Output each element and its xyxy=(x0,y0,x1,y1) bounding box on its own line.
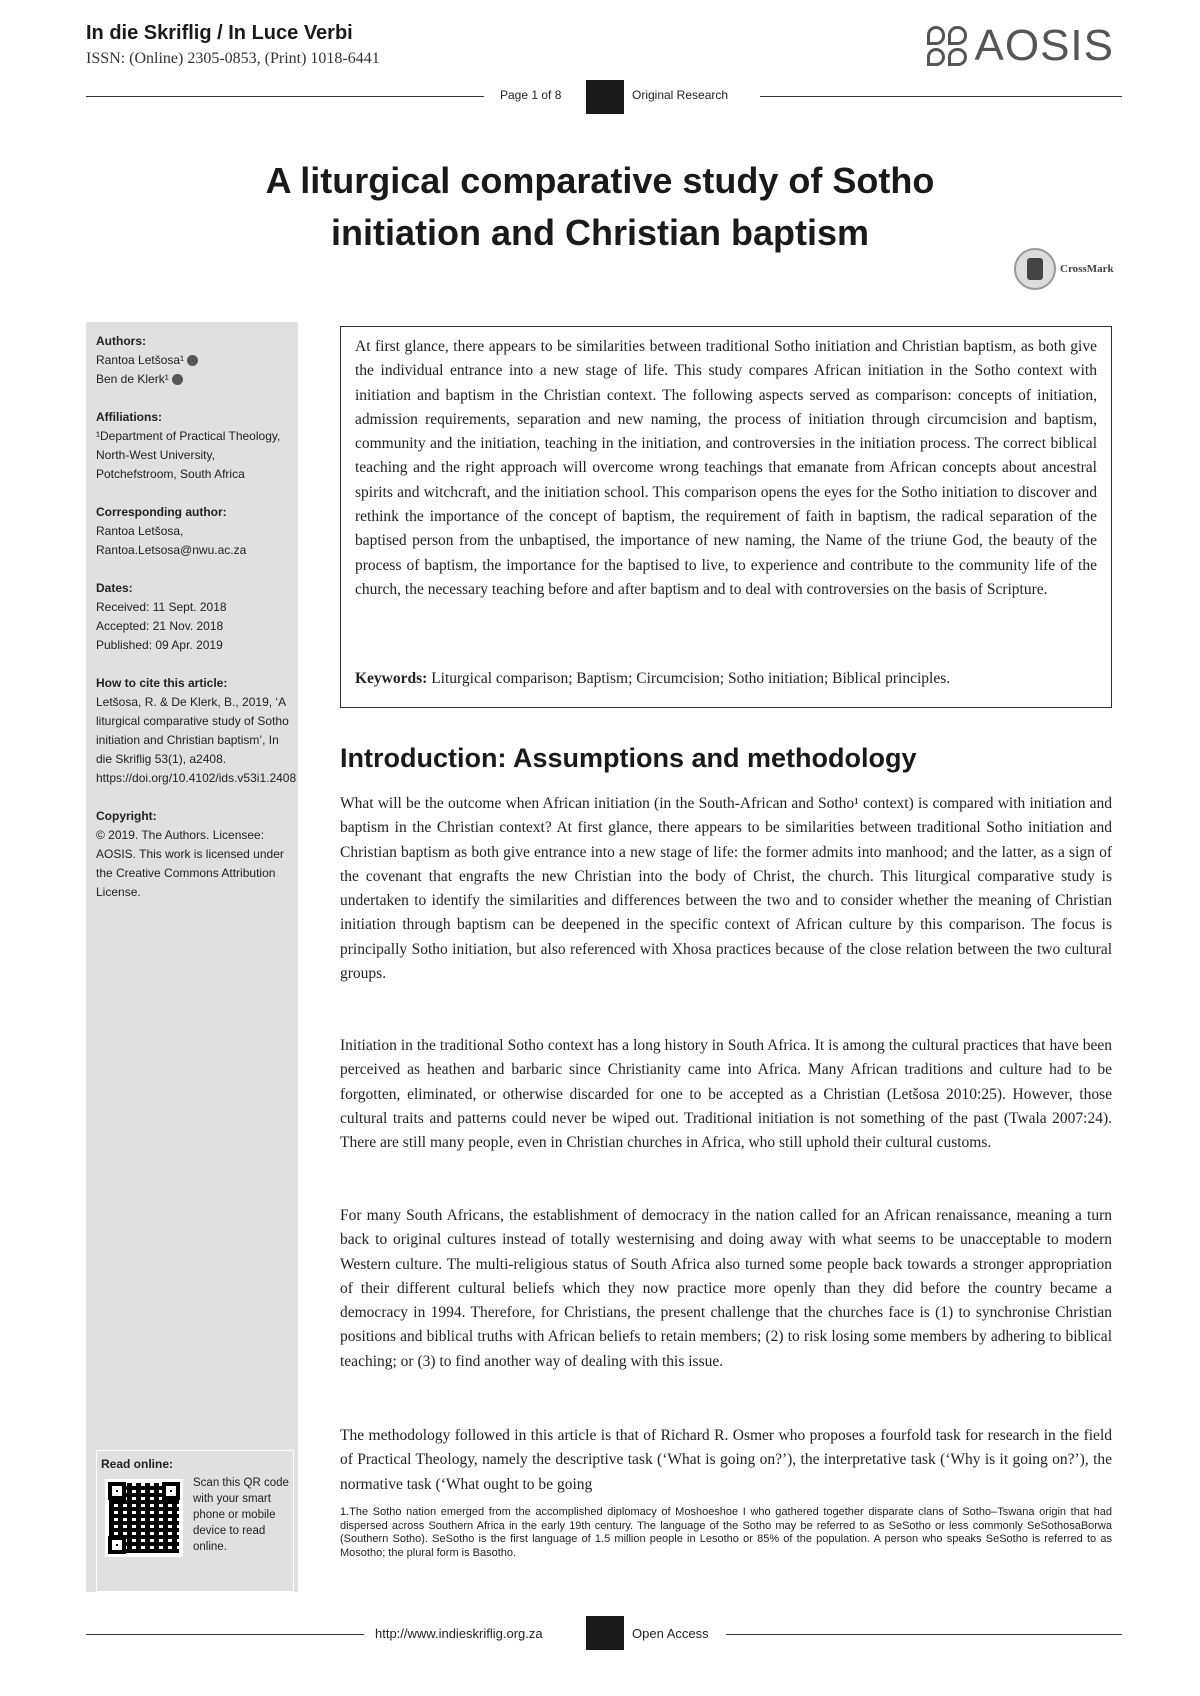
keywords-label: Keywords: xyxy=(355,670,428,687)
orcid-icon[interactable] xyxy=(187,355,198,366)
footer-rule-right xyxy=(726,1634,1122,1635)
keywords xyxy=(355,670,1097,688)
abstract-text: At first glance, there appears to be similarities between traditional Sotho initiation and Christian baptism, as both give the individual entrance into a new stage of life. This study compares African initiation in the Sotho context with initiation and baptism in the Christian context. The following aspects served as comparison: concepts of initiation, admission requirements, separation and new naming, the process of initiation through circumcision and baptism, community and the initiation, teaching in the initiation, and controversies in the initiation process. The correct biblical teaching and the right approach will overcome wrong teachings that emanate from African concepts about ancestral spirits and witchcraft, and the initiation school. This comparison opens the eyes for the Sotho initiation to discover and rethink the importance of the concept of baptism, the requirement of faith in baptism, the radical separation of the baptised person from the unbaptised, the importance of new naming, the Name of the triune God, the beauty of the process of baptism, the importance for the baptised to live, to experience and contribute to the community life of the church, the necessary teaching before and after baptism and to deal with controversies on the basis of Scripture. xyxy=(355,338,1097,598)
affiliations-label: Affiliations: xyxy=(96,410,162,424)
corresponding-name: Rantoa Letšosa, xyxy=(96,524,184,538)
journal-title: In die Skriflig / In Luce Verbi xyxy=(86,22,353,44)
authors-section xyxy=(96,332,292,389)
date-received: Received: 11 Sept. 2018 xyxy=(96,600,227,614)
citation-label: How to cite this article: xyxy=(96,676,228,690)
footer-access: Open Access xyxy=(632,1626,709,1641)
footnote: 1.The Sotho nation emerged from the accomplished diplomacy of Moshoeshoe I who gathered together disparate clans of Sotho–Tswana origin that had dispersed across Southern Africa in the early 19th century. The language of the Sotho may be referred to as SeSotho or less commonly SeSothosaBorwa (Southern Sotho). SeSotho is the first language of 1.5 million people in Lesotho or 85% of the population. A person who speaks SeSotho is referred to as Mosotho; the plural form is Basotho. xyxy=(340,1506,1112,1559)
body-paragraph: For many South Africans, the establishment of democracy in the nation called for an African renaissance, meaning a turn back to original cultures instead of totally westernising and doing away with what seems to be unacceptable to modern Western culture. The multi-religious status of South Africa also turned some people back towards a stronger appropriation of their different cultural beliefs which they now practice more openly than they did before the country became a democracy in 1994. Therefore, for Christians, the present challenge that the churches face is (1) to synchronise Christian positions and biblical truths with African beliefs to retain members; (2) to risk losing some members by adhering to biblical teaching; or (3) to find another way of dealing with this issue. xyxy=(340,1207,1112,1370)
authors-label: Authors: xyxy=(96,334,146,348)
copyright-text: © 2019. The Authors. Licensee: AOSIS. This work is licensed under the Creative Commons Attribution License. xyxy=(96,828,284,899)
corresponding-label: Corresponding author: xyxy=(96,505,227,519)
read-online-label: Read online: xyxy=(101,1457,174,1471)
copyright-label: Copyright: xyxy=(96,809,157,823)
footer-rule-left xyxy=(86,1634,364,1635)
date-published: Published: 09 Apr. 2019 xyxy=(96,638,223,652)
aosis-logo-icon xyxy=(927,26,967,66)
affiliations-text: ¹Department of Practical Theology, North-West University, Potchefstroom, South Africa xyxy=(96,429,281,481)
author-name: Rantoa Letšosa¹ xyxy=(96,353,185,367)
body-paragraph: Initiation in the traditional Sotho context has a long history in South Africa. It is among the cultural practices that have been perceived as heathen and barbaric since Christianity came into Africa. Many African traditions and culture had to be forgotten, eliminated, or otherwise discarded for one to be accepted as a Christian (Letšosa 2010:25). However, those cultural traits and patterns could never be wiped out. Traditional initiation is not something of the past (Twala 2007:24). There are still many people, even in Christian churches in Africa, who still uphold their cultural customs. xyxy=(340,1037,1112,1152)
section-heading: Introduction: Assumptions and methodology xyxy=(340,743,917,773)
abstract-box xyxy=(340,326,1112,708)
citation-section xyxy=(96,674,297,788)
publisher-logo[interactable] xyxy=(927,21,1115,70)
author-item xyxy=(96,370,292,389)
article-title-line2: initiation and Christian baptism xyxy=(330,212,870,253)
dates-label: Dates: xyxy=(96,581,133,595)
crossmark-label: CrossMark xyxy=(1060,263,1114,275)
page-info: Page 1 of 8 xyxy=(500,88,562,102)
issn: ISSN: (Online) 2305-0853, (Print) 1018-6441 xyxy=(86,50,380,67)
dates-section xyxy=(96,579,292,655)
footer-url[interactable]: http://www.indieskriflig.org.za xyxy=(375,1626,543,1641)
crossmark-badge[interactable] xyxy=(1014,248,1114,290)
footer-block xyxy=(586,1616,624,1650)
corresponding-section xyxy=(96,503,292,560)
affiliations-section xyxy=(96,408,292,484)
date-accepted: Accepted: 21 Nov. 2018 xyxy=(96,619,224,633)
citation-text: Letšosa, R. & De Klerk, B., 2019, ‘A liturgical comparative study of Sotho initiation and Christian baptism’, In die Skriflig 53(1), a2408. https://doi.org/10.4102/ids.v53i1.2408 xyxy=(96,695,297,785)
sidebar-content xyxy=(96,332,297,921)
copyright-section xyxy=(96,807,292,902)
section-type: Original Research xyxy=(632,88,729,102)
read-online-box xyxy=(96,1450,294,1592)
qr-code-icon[interactable] xyxy=(105,1479,183,1557)
header-rule-left xyxy=(86,96,484,97)
body-paragraph: The methodology followed in this article is that of Richard R. Osmer who proposes a fourfold task for research in the field of Practical Theology, namely the descriptive task (‘What is going on?’), the interpretative task (‘Why is it going on?’), the normative task (‘What ought to be going xyxy=(340,1427,1112,1493)
header-block xyxy=(586,80,624,114)
author-item xyxy=(96,351,292,370)
corresponding-email[interactable]: Rantoa.Letsosa@nwu.ac.za xyxy=(96,543,247,557)
article-title-line1: A liturgical comparative study of Sotho xyxy=(265,160,935,201)
orcid-icon[interactable] xyxy=(172,374,183,385)
read-online-text: Scan this QR code with your smart phone or mobile device to read online. xyxy=(193,1477,289,1553)
body-paragraph: What will be the outcome when African initiation (in the South-African and Sotho¹ context) is compared with initiation and baptism in the Christian context? At first glance, there appears to be similarities between traditional Sotho initiation and Christian baptism as both give entrance into a new stage of life: the former admits into manhood; and the latter, as a sign of the covenant that engrafts the new Christian into the body of Christ, the church. This liturgical comparative study is undertaken to identify the similarities and differences between the two and to consider whether the meaning of Christian initiation through baptism can be deepened in the specific context of African culture by this comparison. The focus is principally Sotho initiation, but also referenced with Xhosa practices because of the close relation between the two cultural groups. xyxy=(340,795,1112,983)
header-rule-right xyxy=(760,96,1122,97)
author-name: Ben de Klerk¹ xyxy=(96,372,169,386)
crossmark-icon xyxy=(1014,248,1056,290)
article-title xyxy=(150,155,1050,259)
keywords-list: Liturgical comparison; Baptism; Circumcision; Sotho initiation; Biblical principles. xyxy=(431,670,951,687)
publisher-logo-text: AOSIS xyxy=(974,21,1114,70)
